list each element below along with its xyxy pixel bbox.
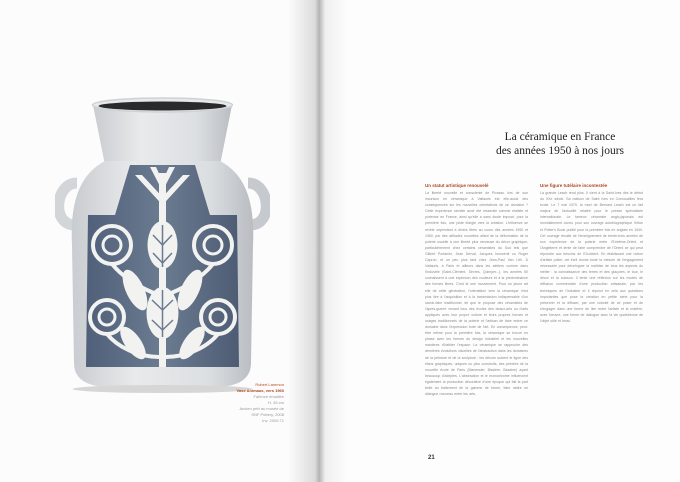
section-body: La grande Leach rend plus. Il vient à la Saint-Ives dès le début du XXe siècle. Sa maison de Saint Ives en Cornouailles fera école. Le 7 mai 1979, la mort de Bernard Leach est un fait majeur de l'actualité relatée pour le presse spécialisée internationale. Le fameux céramiste anglo-japonais est mondialement connu pour son ouvrage autobiographique Virtue et Potter's Book publié pour la première fois en anglais en 1940. Cet ouvrage résulte de l'enseignement de trente-trois années de son expérience de la poterie entre l'Extrême-Orient et l'Angleterre et tente de faire comprendre de l'Orient ce qui peut répondre aux besoins de l'Occident. En établissant une notion d'artiste potier, cet écrit donne toute la mesure de l'engagement nécessaire pour développer la maîtrise de tous les aspects du métier : la connaissance des terres et des glaçures, le tour, le décor et la cuisson. Il tente une réflexion sur les modes de diffusion commerciale d'une production artisanale, par les techniques de l'industrie et il répond en cela aux questions importantes que pose la création en petite série pour la préserver et la diffuser, par une volonté de se poser et de s'engager dans une forme de lien entre l'artiste et la matière, avec l'œuvre, une forme de dialogue avec la vie quotidienne de l'objet utile et beau. [540, 191, 643, 323]
caption-line: SNF Pottery, 2008 [251, 412, 284, 417]
caption-artist: Robert Lammon [255, 382, 284, 387]
chapter-title [460, 130, 660, 158]
text-column-left [425, 183, 528, 397]
text-column-right [540, 183, 643, 324]
left-page [0, 0, 318, 482]
caption-line: Inv. 2009.71 [262, 418, 284, 423]
caption-line: Faïence émaillée [253, 394, 284, 399]
book-gutter [288, 0, 348, 482]
caption-work: Vase Animaux, vers 1960 [236, 388, 284, 393]
text-columns [425, 183, 643, 453]
section-body: La liberté nouvelle et consciente de Picasso lors de son incursion en céramique à Vallauris est elle-aussi des conséquences sur les nouvelles orientations de ce domaine ? Cette expérience semble avoir été ressentie comme réaliste et porteuse en France, ainsi qu'elle a sans doute imposé, pour la première fois, une piste élargie vers la création. L'influence se révèle cependant à divers titres au cours des années 1950 et 1960, par des attitudes nouvelles allant de la déformation de la poterie usuelle à une liberté plus nerveuse du décor graphique, particulièrement chez certains céramistes du Sud tels que Gilbert Portanier, Jean Derval, Jacques Innocenti ou Roger Capron, et un peu plus tard chez Jean-Paul Van Lith. À Vallauris, à Paris et ailleurs dans les ateliers comme dans l'industrie (Saint-Clément, Sèvres, Quimper...), les années 50 connaissent à une explosion des couleurs et à la prédominance des formes libres. C'est là une mouvement. Pour un jeune art elle de cette génération, l'orientation vers la céramique n'est plus liée à l'acquisition et à la transmission indispensable d'un savoir-faire traditionnel, tel que le propose des céramistes de l'après-guerre venant tous des écoles des beaux-arts ou d'arts appliqués avec leur propre culture et leurs propres formes et usages traditionnels de la poterie et l'artisan de faire entrer ce domaine dans l'expression forte de l'art. En conséquence, peut-être même pour la première fois, la céramique se trouve en phase avec les formes du design industriel et les nouvelles manières d'habiter l'espace. La céramique se rapproche des dernières évolutions visuelles de l'abstraction dans les domaines de la peinture et de la sculpture : les décors suivent le ligne des élans graphiques, uniques ou plus construits, des peintres de la nouvelle école de Paris (Manessier, Bissière, Bazaine) ayant beaucoup d'adeptes. L'abstraction et le monochrome influencent également la production décorative d'une époque qui fait la part belle au traitement de la gamme de forme, faire naître un dialogue nouveau entre les arts. [425, 191, 528, 397]
section-heading: Un statut artistique renouvelé [425, 183, 489, 188]
caption-line: H. 45 cm [267, 400, 284, 405]
page-number: 21 [428, 455, 435, 461]
caption-line: Ancien prêt au musée de [239, 406, 284, 411]
vase-photograph [55, 95, 270, 395]
photo-caption [232, 382, 284, 424]
title-line-2: des années 1950 à nos jours [495, 145, 625, 157]
section-heading: Une figure tutélaire incontestée [540, 183, 608, 188]
title-line-1: La céramique en France [504, 131, 616, 143]
